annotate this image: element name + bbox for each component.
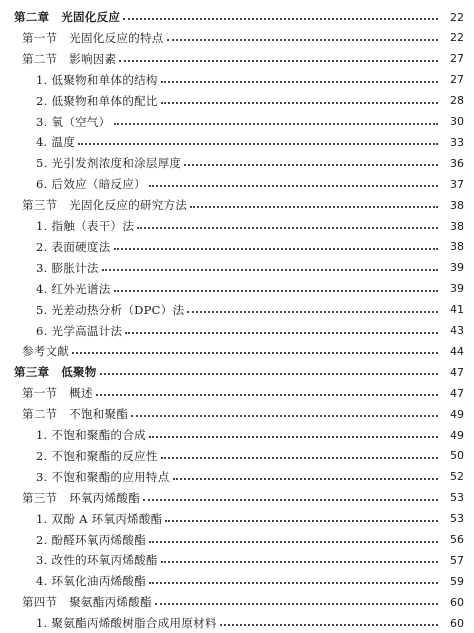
toc-page-number: 44 — [450, 344, 464, 358]
toc-entry-title: 第二章 光固化反应 — [14, 10, 121, 24]
toc-page-number: 22 — [450, 31, 464, 45]
toc-entry-title: 4. 环氧化油丙烯酸酯 — [36, 574, 146, 589]
toc-page-number: 37 — [450, 177, 464, 191]
toc-entry-title: 2. 表面硬度法 — [36, 239, 111, 254]
toc-section-entry — [0, 49, 474, 69]
dot-leader — [173, 478, 438, 480]
toc-page-number: 52 — [450, 470, 464, 484]
toc-section-entry — [0, 404, 474, 424]
toc-page-number: 27 — [450, 52, 464, 66]
dot-leader — [165, 520, 438, 522]
toc-subsection-entry — [0, 571, 474, 591]
dot-leader — [167, 39, 438, 41]
toc-subsection-entry — [0, 446, 474, 466]
dot-leader — [161, 102, 438, 104]
toc-subsection-entry — [0, 70, 474, 90]
toc-subsection-entry — [0, 425, 474, 445]
toc-subsection-entry — [0, 613, 474, 633]
toc-entry-title: 第一节 光固化反应的特点 — [22, 30, 164, 45]
dot-leader — [161, 81, 438, 83]
toc-page-number: 22 — [450, 10, 464, 24]
toc-page-number: 38 — [450, 240, 464, 254]
toc-entry-title: 第四节 聚氨酯丙烯酸酯 — [22, 595, 152, 610]
toc-section-entry — [0, 28, 474, 48]
toc-entry-title: 1. 指触（表干）法 — [36, 219, 135, 233]
dot-leader — [143, 499, 438, 501]
dot-leader — [100, 373, 438, 375]
toc-page-number: 33 — [450, 135, 464, 149]
toc-entry-title: 第一节 概述 — [22, 386, 93, 401]
toc-entry-title: 3. 氧（空气） — [36, 114, 111, 129]
dot-leader — [114, 248, 438, 250]
toc-subsection-entry — [0, 132, 474, 152]
toc-page-number: 36 — [450, 156, 464, 170]
toc-page-number: 47 — [450, 365, 464, 379]
toc-entry-title: 6. 光学高温计法 — [36, 323, 123, 338]
dot-leader — [161, 561, 438, 563]
toc-page-number: 28 — [450, 94, 464, 108]
dot-leader — [149, 185, 438, 187]
toc-subsection-entry — [0, 153, 474, 173]
toc-page-number: 49 — [450, 428, 464, 442]
toc-entry-title: 1. 不饱和聚酯的合成 — [36, 428, 146, 442]
toc-subsection-entry — [0, 279, 474, 299]
toc-section-entry — [0, 488, 474, 508]
toc-page-number: 41 — [450, 303, 464, 317]
dot-leader — [161, 457, 438, 459]
dot-leader — [137, 227, 438, 229]
toc-subsection-entry — [0, 321, 474, 341]
dot-leader — [72, 352, 438, 354]
toc-subsection-entry — [0, 174, 474, 194]
toc-page-number: 30 — [450, 115, 464, 128]
toc-section-entry — [0, 341, 474, 361]
dot-leader — [123, 18, 438, 20]
toc-entry-title: 第三章 低聚物 — [14, 365, 97, 380]
toc-page-number: 60 — [450, 595, 464, 609]
toc-entry-title: 参考文献 — [22, 344, 70, 359]
toc-page-number: 57 — [450, 553, 464, 567]
toc-entry-title: 3. 膨胀计法 — [36, 260, 99, 275]
toc-page-number: 50 — [450, 449, 464, 463]
toc-entry-title: 2. 酚醛环氧丙烯酸酯 — [36, 532, 146, 547]
toc-entry-title: 5. 光差动热分析（DPC）法 — [36, 302, 185, 317]
toc-page-number: 39 — [450, 282, 464, 296]
toc-entry-title: 2. 低聚物和单体的配比 — [36, 93, 158, 108]
dot-leader — [149, 541, 438, 543]
dot-leader — [131, 415, 438, 417]
toc-entry-title: 第三节 光固化反应的研究方法 — [22, 198, 188, 213]
toc-entry-title: 第二节 影响因素 — [22, 51, 117, 66]
toc-page-number: 38 — [450, 219, 464, 233]
toc-page-number: 59 — [450, 574, 464, 588]
toc-entry-title: 2. 不饱和聚酯的反应性 — [36, 448, 158, 463]
toc-section-entry — [0, 383, 474, 403]
toc-entry-title: 第三节 环氧丙烯酸酯 — [22, 490, 140, 505]
toc-entry-title: 1. 聚氨酯丙烯酸树脂合成用原材料 — [36, 616, 217, 631]
toc-page-number: 38 — [450, 198, 464, 212]
toc-subsection-entry — [0, 112, 474, 132]
toc-subsection-entry — [0, 258, 474, 278]
dot-leader — [220, 624, 438, 626]
dot-leader — [155, 603, 438, 605]
toc-page-number: 43 — [450, 324, 464, 337]
toc-entry-title: 6. 后效应（暗反应） — [36, 177, 146, 192]
toc-page-number: 60 — [450, 616, 464, 630]
dot-leader — [149, 582, 438, 584]
toc-chapter-entry — [0, 7, 474, 27]
dot-leader — [96, 394, 438, 396]
toc-entry-title: 5. 光引发剂浓度和涂层厚度 — [36, 156, 182, 171]
toc-subsection-entry — [0, 216, 474, 236]
toc-section-entry — [0, 592, 474, 612]
toc-page-number: 27 — [450, 73, 464, 87]
toc-entry-title: 3. 不饱和聚酯的应用特点 — [36, 469, 170, 484]
toc-subsection-entry — [0, 550, 474, 570]
toc-chapter-entry — [0, 362, 474, 382]
toc-subsection-entry — [0, 91, 474, 111]
dot-leader — [190, 206, 438, 208]
dot-leader — [184, 164, 438, 166]
toc-page-number: 56 — [450, 533, 464, 546]
toc-subsection-entry — [0, 467, 474, 487]
toc-subsection-entry — [0, 300, 474, 320]
dot-leader — [119, 60, 438, 62]
dot-leader — [114, 123, 438, 125]
toc-entry-title: 4. 红外光谱法 — [36, 281, 111, 296]
toc-page-number: 47 — [450, 386, 464, 400]
toc-entry-title: 1. 双酚 A 环氧丙烯酸酯 — [36, 511, 163, 526]
dot-leader — [125, 332, 438, 334]
toc-subsection-entry — [0, 509, 474, 529]
toc-entry-title: 1. 低聚物和单体的结构 — [36, 72, 158, 87]
toc-section-entry — [0, 195, 474, 215]
dot-leader — [149, 436, 438, 438]
dot-leader — [114, 290, 438, 292]
toc-subsection-entry — [0, 530, 474, 550]
toc-page-number: 39 — [450, 261, 464, 275]
toc-page-number: 53 — [450, 512, 464, 526]
dot-leader — [102, 269, 438, 271]
dot-leader — [78, 143, 438, 145]
dot-leader — [187, 311, 438, 313]
toc-subsection-entry — [0, 237, 474, 257]
toc-page-number: 53 — [450, 491, 464, 505]
toc-entry-title: 第二节 不饱和聚酯 — [22, 407, 129, 422]
toc-entry-title: 3. 改性的环氧丙烯酸酯 — [36, 553, 158, 568]
toc-entry-title: 4. 温度 — [36, 135, 76, 150]
toc-page-number: 49 — [450, 407, 464, 421]
